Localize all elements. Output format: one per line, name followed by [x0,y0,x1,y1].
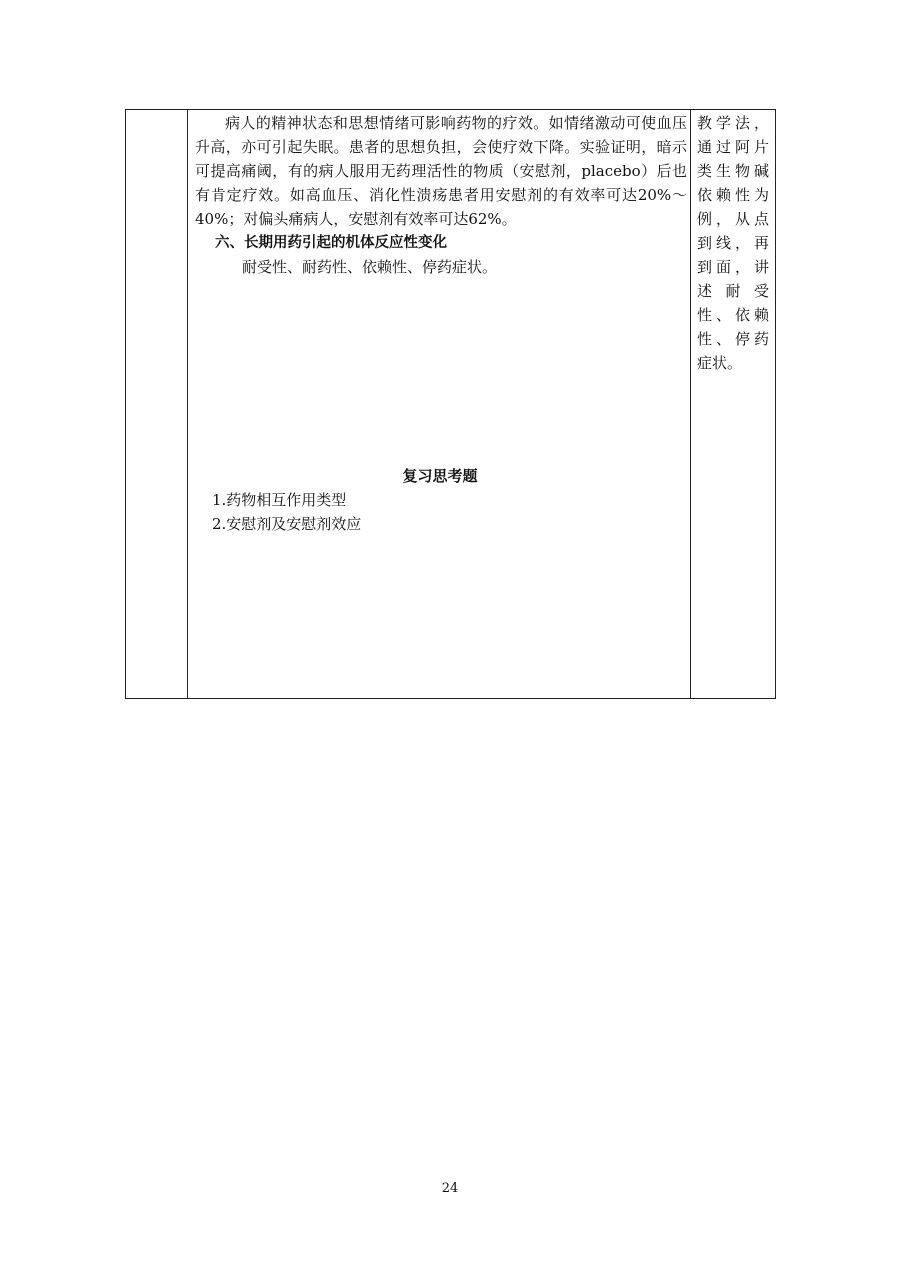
table-column-divider-left [187,110,188,698]
review-question-item: 2.安慰剂及安慰剂效应 [212,515,362,533]
note-line: 述 耐 受 [697,282,769,300]
review-questions-title: 复习思考题 [402,467,478,485]
section-heading: 六、长期用药引起的机体反应性变化 [215,235,447,251]
note-line: 性、停药 [697,330,769,348]
main-content-cell [193,109,687,279]
teaching-method-note [697,111,769,375]
note-line: 到面，讲 [697,258,769,276]
note-line: 类生物碱 [697,162,769,180]
note-line: 依赖性为 [697,186,769,204]
note-line: 症状。 [697,354,743,372]
review-question-item: 1.药物相互作用类型 [212,491,347,509]
note-line: 教学法， [697,114,769,132]
note-line: 到线，再 [697,234,769,252]
note-line: 例，从点 [697,210,769,228]
section-text: 耐受性、耐药性、依赖性、停药症状。 [242,258,498,276]
body-paragraph: 病人的精神状态和思想情绪可影响药物的疗效。如情绪激动可使血压升高，亦可引起失眠。患者的思想负担，会使疗效下降。实验证明，暗示可提高痛阈，有的病人服用无药理活性的物质（安慰剂，placebo）后也有肯定疗效。如高血压、消化性溃疡患者用安慰剂的有效率可达20%～40%；对偏头痛病人，安慰剂有效率可达62%。 [195,114,687,228]
table-column-divider-right [690,110,691,698]
note-line: 通过阿片 [697,138,769,156]
review-questions-list [212,488,361,536]
page-number: 24 [441,1181,459,1196]
note-line: 性、依赖 [697,306,769,324]
